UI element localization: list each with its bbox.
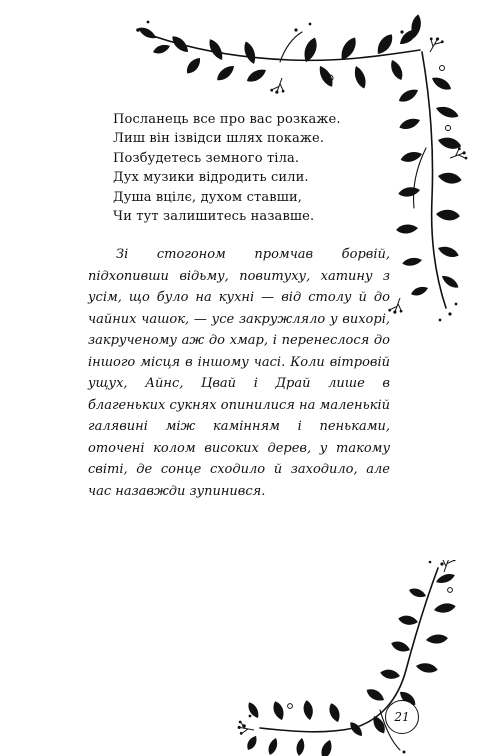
leaf-icon	[440, 273, 461, 291]
leaf-icon	[295, 737, 306, 756]
sprig-icon	[438, 560, 457, 574]
berry-icon	[294, 28, 297, 31]
leaf-icon	[184, 55, 204, 76]
leaf-icon	[302, 700, 314, 721]
berry-icon	[448, 312, 451, 315]
leaf-icon	[436, 244, 460, 260]
leaf-icon	[408, 586, 427, 599]
leaf-icon	[271, 700, 286, 722]
berry-icon	[403, 751, 406, 754]
leaf-icon	[246, 701, 261, 720]
bud-icon	[448, 588, 453, 593]
leaf-icon	[169, 33, 191, 55]
leaf-icon	[434, 104, 460, 121]
leaf-icon	[206, 37, 226, 62]
bud-icon	[288, 704, 293, 709]
leaf-icon	[397, 86, 421, 105]
leaf-icon	[433, 602, 456, 615]
leaf-icon	[437, 171, 462, 186]
leaf-icon	[436, 209, 461, 222]
berry-icon	[439, 319, 442, 322]
page-number-badge: 21	[385, 700, 419, 734]
berry-icon	[455, 303, 458, 306]
berry-icon	[147, 21, 150, 24]
bottom-vine-svg	[230, 560, 484, 756]
leaf-icon	[415, 662, 438, 675]
leaf-icon	[245, 66, 269, 85]
leaf-icon	[152, 42, 171, 55]
leaf-icon	[352, 64, 369, 90]
leaf-icon	[426, 634, 449, 645]
leaf-icon	[214, 63, 237, 84]
sprig-icon	[424, 34, 444, 55]
leaf-icon	[388, 58, 405, 82]
sprig-icon	[236, 720, 255, 736]
leaf-icon	[435, 572, 456, 586]
leaf-icon	[137, 25, 158, 41]
leaf-icon	[398, 614, 419, 626]
leaf-icon	[380, 668, 401, 680]
leaf-icon	[319, 738, 334, 756]
bottom-vine-ornament-icon	[230, 560, 484, 756]
poem-stanza	[113, 110, 413, 226]
poem-line: Позбудетесь земного тіла.	[113, 150, 300, 166]
poem-line: Лиш він ізвідси шлях покаже.	[113, 131, 325, 147]
poem-line: Дух музики відродить сили.	[113, 170, 309, 186]
leaf-icon	[410, 284, 429, 297]
poem-line: Посланець все про вас розкаже.	[113, 112, 341, 127]
berry-icon	[440, 562, 443, 565]
poem-line: Душа вцілє, духом ставши,	[113, 189, 303, 205]
bud-icon	[440, 66, 445, 71]
leaf-icon	[364, 686, 386, 704]
leaf-icon	[390, 639, 412, 654]
prose-paragraph: Зі стогоном промчав борвій, підхопивши відьму, повитуху, хатину з усім, що було на кухні — від столу й до чайних чашок, — усе закружляло у вихорі, закрученому аж до хмар, і перенеслося до іншого місця в іншому часі. Коли вітровій ущух, Айнс, Цвай і Драй лише в благеньких сукнях опинилися на маленькій галявині між камінням і пеньками, оточені колом високих дерев, у такому світі, де сонце сходило й заходило, але час назавжди зупинився.	[88, 247, 390, 499]
leaf-icon	[430, 74, 454, 93]
leaf-icon	[327, 702, 342, 724]
berry-icon	[400, 30, 403, 33]
sprig-icon	[270, 76, 289, 96]
poem-line: Чи тут залишитесь назавше.	[113, 209, 315, 225]
berry-icon	[136, 28, 140, 32]
berry-icon	[429, 561, 432, 564]
sprig-icon	[388, 296, 407, 316]
leaf-icon	[242, 40, 259, 66]
bud-icon	[446, 126, 451, 131]
berry-icon	[249, 715, 252, 718]
leaf-icon	[402, 256, 423, 267]
berry-icon	[309, 23, 312, 26]
leaf-icon	[245, 734, 259, 752]
vine-stem	[260, 728, 354, 732]
vine-stem	[280, 32, 302, 62]
leaf-icon	[266, 737, 279, 756]
